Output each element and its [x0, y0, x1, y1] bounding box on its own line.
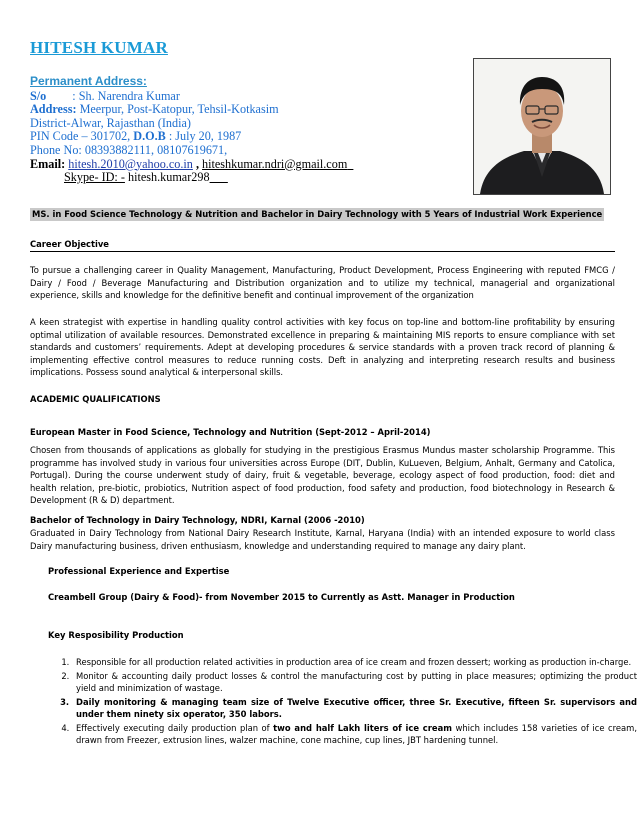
list-item: 2. Monitor & accounting daily product losses & control the manufacturing cost by putting in place measures; optimizing the product yield and minimization of wastage.	[72, 670, 637, 695]
section-divider	[30, 251, 615, 252]
email-link-gmail[interactable]: hiteshkumar.ndri@gmail.com	[202, 156, 348, 171]
pin-code: PIN Code – 301702,	[30, 129, 134, 144]
masters-description: Chosen from thousands of applications as globally for studying in the prestigious Erasmus Mundus master scholarship Programme. This programme has involved study in various four universities across Europe (DIT, Dublin, KuLueven, Belgium, Anhalt, Germany and Catolica, Portugal). During the course underwent study of dairy, fruit & vegetable, beverage, ecology aspect of food production, food: diet and health relation, pre-biotic, probiotics, Nutrition aspect of food production, food safety and production, food biotechnology in Research & Development (R & D) department.	[30, 445, 615, 505]
summary-banner: MS. in Food Science Technology & Nutrition and Bachelor in Dairy Technology with 5 Years of Industrial Work Experience	[32, 209, 603, 219]
item4-text-bold: two and half Lakh liters of ice cream	[273, 722, 452, 733]
dob-label: D.O.B	[133, 129, 166, 144]
candidate-name: HITESH KUMAR	[30, 38, 168, 57]
masters-title: European Master in Food Science, Technology and Nutrition (Sept-2012 – April-2014)	[30, 427, 431, 437]
item4-text-end: which includes 158 varieties of ice cream, drawn from Freezer, extrusion lines, walzer machine, cone machine, cup lines, JBT hardening tunnel.	[76, 722, 637, 745]
responsibility-list	[50, 656, 637, 748]
list-item: 1. Responsible for all production related activities in production area of ice cream and frozen dessert; working as production in-charge.	[72, 656, 637, 669]
company-line: Creambell Group (Dairy & Food)- from November 2015 to Currently as Astt. Manager in Production	[48, 592, 515, 602]
key-responsibility-heading: Key Resposibility Production	[48, 630, 184, 640]
career-objective-paragraph-1: To pursue a challenging career in Quality Management, Manufacturing, Product Development, Process Engineering with reputed FMCG / Dairy / Food / Beverage Manufacturing and Distribution organization and to utilize my technical, managerial and organizational experience, skills and knowledge for the definitive benefit and continual improvement of the organization	[30, 265, 615, 300]
district-line: District-Alwar, Rajasthan (India)	[30, 115, 191, 130]
list-item: 3. Daily monitoring & managing team size of Twelve Executive officer, three Sr. Executive, fifteen Sr. supervisors and under them ninety six operator, 350 labors.	[72, 696, 637, 721]
email-label: Email:	[30, 156, 66, 171]
skype-label: Skype- ID: -	[64, 170, 125, 185]
address-value: Meerpur, Post-Katopur, Tehsil-Kotkasim	[79, 102, 279, 117]
email-separator: ,	[192, 156, 203, 171]
list-item	[72, 722, 637, 747]
career-objective-heading: Career Objective	[30, 239, 109, 249]
dob-value: : July 20, 1987	[165, 129, 242, 144]
item4-text-start: Effectively executing daily production plan of	[76, 722, 274, 733]
address-label: Address:	[30, 102, 77, 117]
email-link-yahoo[interactable]: hitesh.2010@yahoo.co.in	[68, 156, 193, 171]
experience-heading: Professional Experience and Expertise	[48, 566, 230, 576]
profile-photo	[473, 58, 611, 195]
bachelor-description: Graduated in Dairy Technology from National Dairy Research Institute, Karnal, Haryana (India) with an intended exposure to world class Dairy manufacturing business, driven enthusiasm, knowledge and understanding required to manage any dairy plant.	[30, 528, 615, 551]
so-label: S/o	[30, 88, 47, 103]
contact-block	[30, 75, 460, 185]
phone-line: Phone No: 08393882111, 08107619671,	[30, 142, 228, 157]
skype-value: hitesh.kumar298	[124, 170, 210, 185]
bachelor-title: Bachelor of Technology in Dairy Technology, NDRI, Karnal (2006 -2010)	[30, 515, 365, 525]
academic-heading: ACADEMIC QUALIFICATIONS	[30, 394, 161, 404]
career-objective-paragraph-2: A keen strategist with expertise in handling quality control activities with key focus on top-line and bottom-line profitability by ensuring optimal utilization of available resources. Demonstrated excellence in preparing & maintaining MIS reports to ensure compliance with set standards and customers’ requirements. Adept at developing procedures & service standards with a proven track record of planning & implementing effective control measures to reduce running costs. Deft in analyzing and interpreting research results and business implications. Possess sound analytical & interpersonal skills.	[30, 317, 615, 377]
portrait-image	[474, 59, 610, 194]
permanent-address-label: Permanent Address:	[30, 74, 147, 88]
so-value: : Sh. Narendra Kumar	[72, 88, 180, 103]
